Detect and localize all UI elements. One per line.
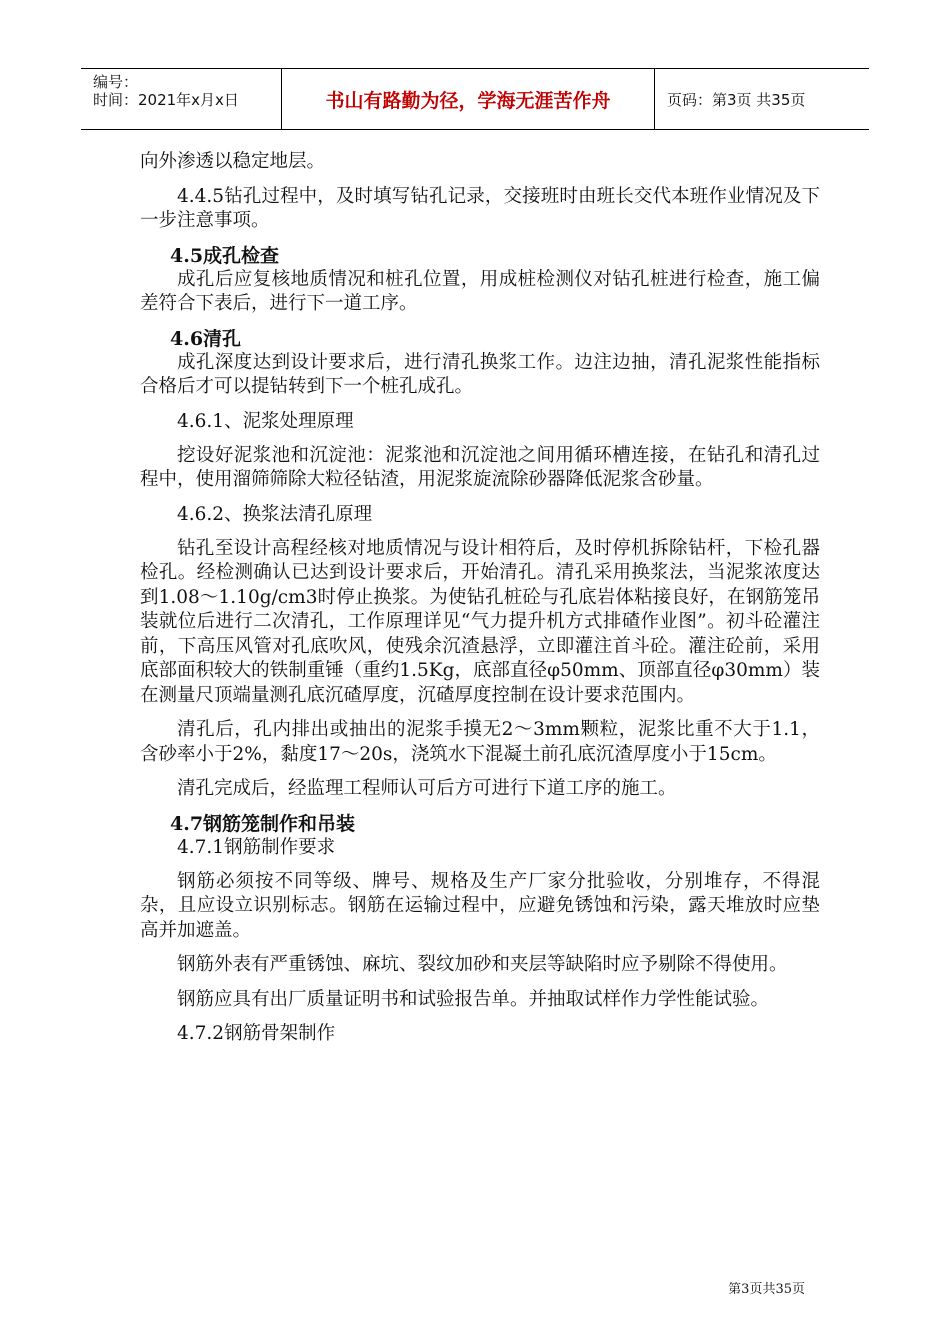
- paragraph: 清孔完成后，经监理工程师认可后方可进行下道工序的施工。: [177, 778, 677, 799]
- subsection-heading-4-6-2: 4.6.2、换浆法清孔原理: [177, 503, 373, 525]
- document-number-label: 编号：: [93, 73, 139, 91]
- header-page-cell: [655, 69, 869, 129]
- paragraph: 挖设好泥浆池和沉淀池：泥浆池和沉淀池之间用循环槽连接，在钻孔和清孔过程中，使用溜筛筛除大粒径钻渣，用泥浆旋流除砂器降低泥浆含砂量。: [140, 444, 820, 490]
- paragraph: 钢筋外表有严重锈蚀、麻坑、裂纹加砂和夹层等缺陷时应予剔除不得使用。: [177, 954, 788, 975]
- subsection-heading-4-7-2: 4.7.2钢筋骨架制作: [177, 1023, 336, 1044]
- page-footer: 第3页共35页: [728, 1282, 805, 1297]
- subsection-heading-4-7-1: 4.7.1钢筋制作要求: [177, 836, 336, 858]
- paragraph: 钢筋应具有出厂质量证明书和试验报告单。并抽取试样作力学性能试验。: [177, 988, 770, 1010]
- paragraph: 清孔后，孔内排出或抽出的泥浆手摸无2～3mm颗粒，泥浆比重不大于1.1，含砂率小于2%，黏度17～20s，浇筑水下混凝土前孔底沉渣厚度小于15cm。: [140, 719, 820, 765]
- section-heading-4-6: 4.6清孔: [170, 327, 242, 350]
- paragraph: 成孔深度达到设计要求后，进行清孔换浆工作。边注边抽，清孔泥浆性能指标合格后才可以提钻转到下一个桩孔成孔。: [140, 351, 820, 397]
- paragraph: 成孔后应复核地质情况和桩孔位置，用成桩检测仪对钻孔桩进行检查，施工偏差符合下表后，进行下一道工序。: [140, 268, 820, 314]
- document-time-label: 时间：2021年x月x日: [93, 91, 239, 109]
- page-header: [81, 68, 869, 130]
- paragraph: 钻孔至设计高程经核对地质情况与设计相符后，及时停机拆除钻杆，下检孔器检孔。经检测确认已达到设计要求后，开始清孔。清孔采用换浆法，当泥浆浓度达到1.08～1.10g/cm3时停止换浆。为使钻孔桩砼与孔底岩体粘接良好，在钢筋笼吊装就位后进行二次清孔，工作原理详见“气力提升机方式排碴作业图”。初斗砼灌注前，下高压风管对孔底吹风，使残余沉渣悬浮，立即灌注首斗砼。灌注砼前，采用底部面积较大的铁制重锤（重约1.5Kg，底部直径φ50mm、顶部直径φ30mm）装在测量尺顶端量测孔底沉碴厚度，沉碴厚度控制在设计要求范围内。: [140, 537, 820, 706]
- subsection-heading-4-6-1: 4.6.1、泥浆处理原理: [177, 410, 354, 432]
- section-heading-4-5: 4.5成孔检查: [170, 244, 280, 267]
- paragraph: 钢筋必须按不同等级、牌号、规格及生产厂家分批验收，分别堆存，不得混杂，且应设立识别标志。钢筋在运输过程中，应避免锈蚀和污染，露天堆放时应垫高并加遮盖。: [140, 870, 820, 941]
- header-motto: 书山有路勤为径，学海无涯苦作舟: [325, 89, 611, 112]
- header-motto-cell: [282, 69, 655, 129]
- document-body: [140, 150, 820, 1056]
- paragraph: 4.4.5钻孔过程中，及时填写钻孔记录，交接班时由班长交代本班作业情况及下一步注意事项。: [140, 185, 820, 231]
- header-meta-cell: [81, 69, 282, 129]
- section-heading-4-7: 4.7钢筋笼制作和吊装: [170, 812, 356, 835]
- header-page-info: 页码：第3页 共35页: [667, 90, 806, 109]
- paragraph: 向外渗透以稳定地层。: [140, 151, 326, 172]
